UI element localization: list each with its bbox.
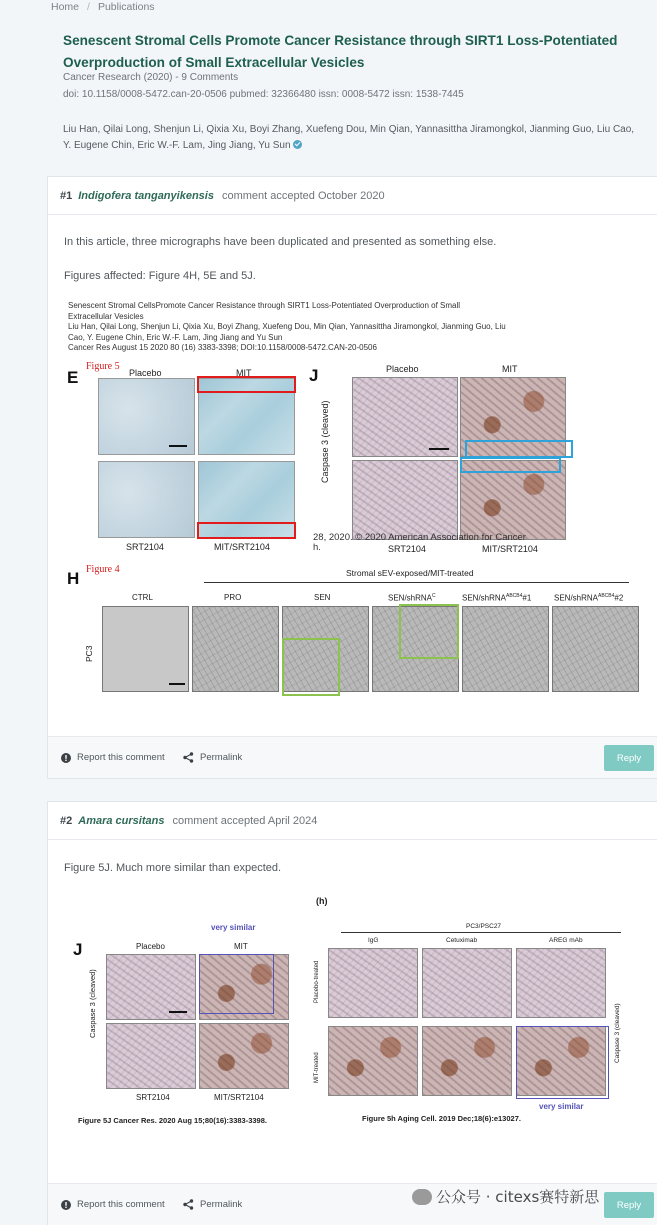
comment-footer [48, 736, 657, 778]
micrograph-h-areg-placebo [516, 948, 606, 1018]
col-label-text: SEN/shRNA [462, 593, 507, 603]
breadcrumb-home[interactable]: Home [51, 1, 80, 13]
citation-line: Cao, Y. Eugene Chin, Eric W.-F. Lam, Jing Jiang and Yu Sun [68, 332, 283, 342]
comment-author[interactable]: Amara cursitans [78, 814, 165, 827]
label-caspase: Caspase 3 (cleaved) [320, 400, 330, 483]
col-label-igg: IgG [368, 937, 379, 944]
col-label-text: CTRL [132, 593, 153, 602]
citation-line: Liu Han, Qilai Long, Shenjun Li, Qixia Xu, Boyi Zhang, Xuefeng Dou, Min Qian, Yannasittha Jiramongkol, Jianming Guo, Liu [68, 322, 506, 331]
share-icon [183, 752, 194, 763]
caption-right: Figure 5h Aging Cell. 2019 Dec;18(6):e13027. [362, 1114, 521, 1123]
label-srt2104: SRT2104 [126, 542, 164, 552]
micrograph-j-mit-srt2104 [199, 1023, 289, 1089]
label-srt2104: SRT2104 [388, 544, 426, 554]
micrograph-h-pro [192, 606, 279, 692]
reply-button[interactable]: Reply [604, 1192, 654, 1218]
breadcrumb [51, 1, 155, 13]
comment-figure-image [64, 298, 648, 698]
verified-icon [293, 140, 302, 149]
watermark-text: 公众号 · citexs赛特新思 [436, 1188, 600, 1206]
figure-citation-header [68, 301, 506, 354]
micrograph-j-srt2104 [352, 460, 458, 540]
author-list [63, 122, 643, 154]
duplicate-highlight-blue [465, 440, 573, 458]
panel-label-j: J [73, 940, 83, 959]
micrograph-h-shrna-1 [462, 606, 549, 692]
wechat-watermark [412, 1186, 599, 1207]
stromal-bracket [204, 582, 629, 583]
citation-line: Extracellular Vesicles [68, 311, 144, 321]
label-mit-srt2104: MIT/SRT2104 [214, 1093, 264, 1102]
label-mit-srt2104: MIT/SRT2104 [214, 542, 270, 552]
authors-text: Liu Han, Qilai Long, Shenjun Li, Qixia Xu, Boyi Zhang, Xuefeng Dou, Min Qian, Yannasittha Jiramongkol, Jianming Guo, Liu Cao, Y. Eugene Chin, Eric W.-F. Lam, Jing Jiang, Yu Sun [63, 124, 635, 151]
copyright-text: h. [313, 542, 321, 553]
micrograph-e-placebo [98, 378, 195, 455]
permalink-link[interactable] [183, 752, 242, 763]
group-bracket [341, 932, 621, 933]
comment-text: In this article, three micrographs have been duplicated and presented as something else. [64, 236, 497, 248]
citation-line: Cancer Res August 15 2020 80 (16) 3383-3398; DOI:10.1158/0008-5472.CAN-20-0506 [68, 343, 377, 352]
micrograph-h-ctrl [102, 606, 189, 692]
micrograph-j-srt2104 [106, 1023, 196, 1089]
label-mit-srt2104: MIT/SRT2104 [482, 544, 538, 554]
micrograph-h-shrna-2 [552, 606, 639, 692]
group-label: PC3/PSC27 [466, 923, 502, 930]
comment-author[interactable]: Indigofera tanganyikensis [78, 189, 214, 202]
micrograph-e-srt2104 [98, 461, 195, 538]
row-label-placebo: Placebo-treated [314, 960, 320, 1003]
very-similar-label: very similar [539, 1102, 584, 1111]
micrograph-h-igg-placebo [328, 948, 418, 1018]
col-label-text: SEN/shRNA [554, 593, 599, 603]
comment-figure-image [66, 888, 644, 1138]
micrograph-j-placebo [106, 954, 196, 1020]
paper-title: Senescent Stromal Cells Promote Cancer Resistance through SIRT1 Loss-Potentiated Overproduction of Small Extracellular Vesicles [63, 33, 618, 70]
very-similar-label: very similar [211, 923, 256, 932]
comment-header [48, 177, 657, 215]
col-label-sup: C [432, 593, 436, 599]
col-label-cetuximab: Cetuximab [446, 937, 478, 944]
col-label-text: SEN [314, 593, 331, 602]
similarity-highlight [199, 954, 274, 1014]
panel-label-j: J [309, 366, 319, 385]
comment-number: #2 [60, 814, 73, 827]
citation-line: Senescent Stromal CellsPromote Cancer Resistance through SIRT1 Loss-Potentiated Overproduction of Small [68, 301, 461, 310]
alert-icon [61, 1200, 71, 1210]
share-icon [183, 1199, 194, 1210]
label-placebo: Placebo [136, 942, 165, 951]
report-label: Report this comment [77, 752, 165, 763]
report-label: Report this comment [77, 1199, 165, 1210]
micrograph-j-placebo [352, 377, 458, 457]
figure4-label: Figure 4 [86, 564, 120, 575]
report-comment-link[interactable] [61, 1199, 165, 1210]
report-comment-link[interactable] [61, 752, 165, 763]
copyright-text: 28, 2020. © 2020 American Association for Cancer [313, 532, 526, 543]
col-label [132, 593, 153, 602]
comment-accepted-date: comment accepted April 2024 [172, 814, 318, 827]
col-label [462, 593, 531, 603]
micrograph-h-igg-mit [328, 1026, 418, 1096]
col-label [314, 593, 330, 602]
permalink-label: Permalink [200, 752, 243, 763]
comment-card-2 [47, 801, 657, 1225]
reply-button[interactable]: Reply [604, 745, 654, 771]
col-label-suffix: #2 [614, 593, 624, 603]
comment-accepted-date: comment accepted October 2020 [221, 189, 385, 202]
permalink-link[interactable] [183, 1199, 242, 1210]
alert-icon [61, 753, 71, 763]
col-label-suffix: #1 [522, 593, 532, 603]
scale-bar [169, 1011, 187, 1013]
journal-line: Cancer Research (2020) - 9 Comments [63, 72, 239, 83]
permalink-label: Permalink [200, 1199, 243, 1210]
label-placebo: Placebo [386, 364, 419, 374]
comment-number: #1 [60, 189, 73, 202]
panel-label-h: (h) [316, 896, 328, 906]
identifiers-line: doi: 10.1158/0008-5472.can-20-0506 pubmed: 32366480 issn: 0008-5472 issn: 1538-7445 [63, 89, 464, 100]
figure5-label: Figure 5 [86, 361, 120, 372]
stromal-label: Stromal sEV-exposed/MIT-treated [346, 568, 474, 578]
col-label-sup: ABCB4 [506, 593, 523, 599]
row-label-mit: MIT-treated [314, 1052, 320, 1083]
scale-bar [169, 683, 185, 685]
col-label [554, 593, 623, 603]
comment-card-1 [47, 176, 657, 779]
col-label [224, 593, 241, 602]
label-placebo: Placebo [129, 368, 162, 378]
duplicate-highlight-blue [460, 457, 561, 473]
label-srt2104: SRT2104 [136, 1093, 170, 1102]
comment-header [48, 802, 657, 840]
label-mit: MIT [502, 364, 518, 374]
panel-label-h: H [67, 569, 80, 588]
label-mit: MIT [234, 942, 248, 951]
label-caspase: Caspase 3 (cleaved) [88, 969, 97, 1038]
wechat-icon [412, 1189, 432, 1205]
col-label-areg: AREG mAb [549, 937, 583, 944]
breadcrumb-separator: / [87, 1, 90, 13]
micrograph-h-cetuximab-placebo [422, 948, 512, 1018]
label-pc3: PC3 [84, 645, 94, 662]
scale-bar [429, 448, 449, 450]
label-mit: MIT [236, 368, 252, 378]
label-caspase-right: Caspase 3 (cleaved) [614, 1003, 621, 1063]
scale-bar [169, 445, 187, 447]
breadcrumb-publications[interactable]: Publications [97, 1, 155, 13]
col-label-sup: ABCB4 [598, 593, 615, 599]
duplicate-highlight-green [399, 604, 459, 659]
duplicate-highlight-red [197, 522, 296, 539]
col-label-text: PRO [224, 593, 242, 602]
col-label-text: SEN/shRNA [388, 593, 433, 603]
col-label [388, 593, 436, 603]
duplicate-highlight-red [197, 376, 296, 393]
caption-left: Figure 5J Cancer Res. 2020 Aug 15;80(16):3383-3398. [78, 1116, 267, 1125]
similarity-highlight [516, 1026, 609, 1099]
comment-figures-affected: Figures affected: Figure 4H, 5E and 5J. [64, 270, 256, 282]
comment-text: Figure 5J. Much more similar than expected. [64, 862, 282, 874]
micrograph-h-cetuximab-mit [422, 1026, 512, 1096]
duplicate-highlight-green [282, 638, 340, 696]
panel-label-e: E [67, 368, 79, 387]
